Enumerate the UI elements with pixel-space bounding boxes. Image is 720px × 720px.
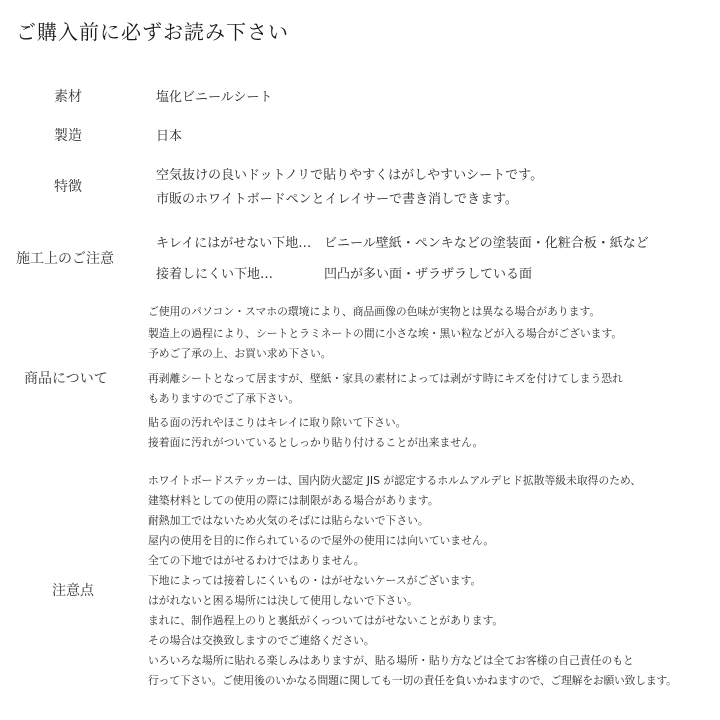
material-label: 素材: [54, 89, 82, 105]
features-line: 空気抜けの良いドットノリで貼りやすくはがしやすいシートです。: [156, 168, 544, 183]
product-label: 商品について: [24, 371, 108, 387]
features-label: 特徴: [54, 179, 82, 195]
notes-line: 行って下さい。ご使用後のいかなる問題に関しても一切の責任を負いかねますので、ご理解をお願い致します。: [148, 674, 677, 687]
product-line: 貼る面の汚れやほこりはキレイに取り除いて下さい。: [148, 416, 407, 429]
notes-line: 全ての下地ではがせるわけではありません。: [148, 554, 365, 567]
notes-label: 注意点: [52, 583, 94, 599]
manufacture-value: 日本: [156, 129, 183, 144]
notes-line: 耐熱加工ではないため火気のそばには貼らないで下さい。: [148, 514, 429, 527]
notes-line: 下地によっては接着しにくいもの・はがせないケースがございます。: [148, 574, 482, 587]
notes-line: はがれないと困る場所には決して使用しないで下さい。: [148, 594, 418, 607]
installation-value-2: 凹凸が多い面・ザラザラしている面: [324, 267, 533, 282]
product-line: 製造上の過程により、シートとラミネートの間に小さな埃・黒い粒などが入る場合がございます。: [148, 327, 623, 340]
notes-line: まれに、制作過程上のりと裏紙がくっついてはがせないことがあります。: [148, 614, 504, 627]
page-title: ご購入前に必ずお読み下さい: [16, 20, 289, 44]
notes-line: 建築材料としての使用の際には制限がある場合があります。: [148, 494, 439, 507]
product-line: もありますのでご了承下さい。: [148, 392, 300, 405]
product-line: 再剥離シートとなって居ますが、壁紙・家具の素材によっては剥がす時にキズを付けてしまう恐れ: [148, 372, 623, 385]
installation-key-2: 接着しにくい下地…: [156, 267, 274, 282]
installation-key-1: キレイにはがせない下地…: [156, 236, 312, 251]
material-value: 塩化ビニールシート: [156, 90, 273, 105]
installation-value-1: ビニール壁紙・ペンキなどの塗装面・化粧合板・紙など: [324, 236, 649, 251]
product-line: 予めご了承の上、お買い求め下さい。: [148, 347, 332, 360]
features-line: 市販のホワイトボードペンとイレイサーで書き消しできます。: [156, 192, 518, 207]
notes-line: いろいろな場所に貼れる楽しみはありますが、貼る場所・貼り方などは全てお客様の自己責任のもと: [148, 654, 634, 667]
installation-label: 施工上のご注意: [16, 251, 114, 267]
notes-line: ホワイトボードステッカーは、国内防火認定 JIS が認定するホルムアルデヒド拡散等級未取得のため、: [148, 474, 642, 487]
notes-line: その場合は交換致しますのでご連絡ください。: [148, 634, 375, 647]
manufacture-label: 製造: [54, 128, 82, 144]
product-line: 接着面に汚れがついているとしっかり貼り付けることが出来ません。: [148, 436, 484, 449]
product-line: ご使用のパソコン・スマホの環境により、商品画像の色味が実物とは異なる場合があります。: [148, 305, 601, 318]
notes-line: 屋内の使用を目的に作られているので屋外の使用には向いていません。: [148, 534, 495, 547]
